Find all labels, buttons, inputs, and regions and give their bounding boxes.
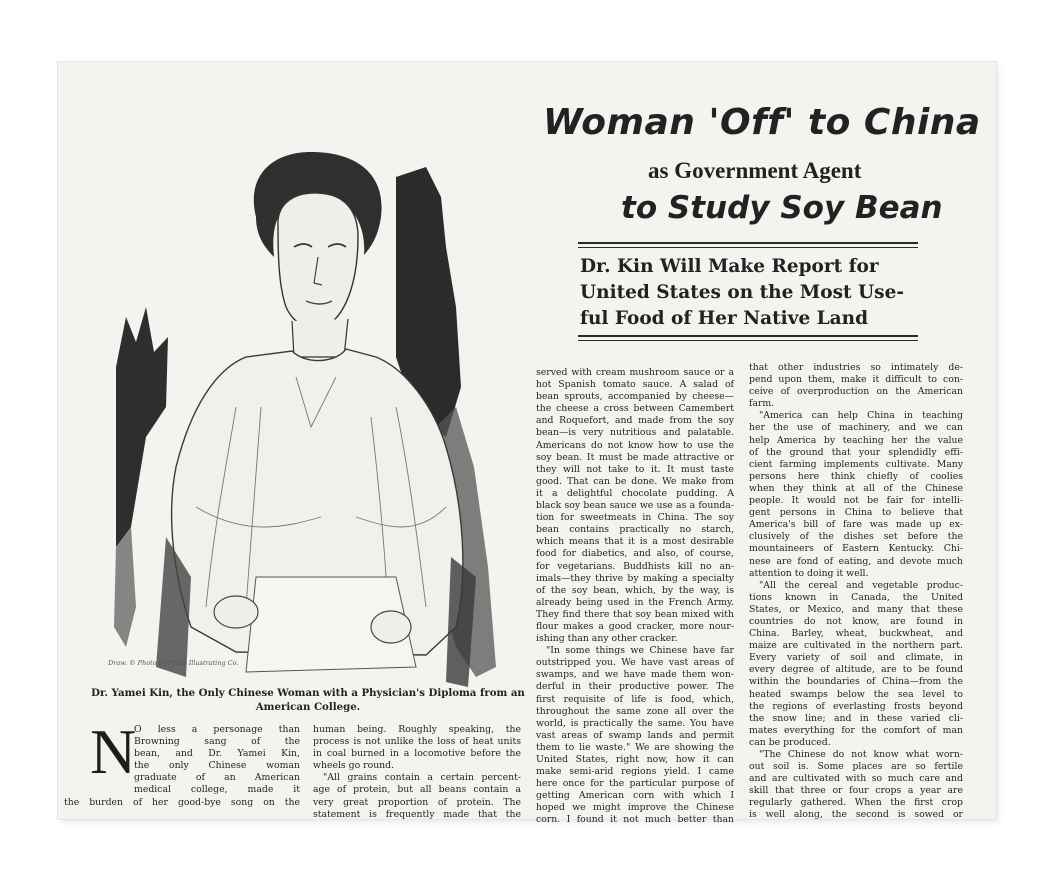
- column-line: medical college, made it: [134, 784, 300, 796]
- column-line: food for diabetics, and also, of course,: [536, 548, 734, 560]
- column-line: already being used in the French Army.: [536, 596, 734, 608]
- column-line: skill that three or four crops a year are: [749, 785, 963, 797]
- column-line: States, or Mexico, and many that these: [749, 603, 963, 615]
- column-line: "In some things we Chinese have far: [546, 645, 734, 657]
- column-line: mountaineers of Eastern Kentucky. Chi-: [749, 543, 963, 555]
- column-line: first requisite of life is food, which,: [536, 693, 734, 705]
- column-line: hot Spanish tomato sauce. A salad of: [536, 379, 734, 391]
- column-line: every degree of altitude, are to be found: [749, 664, 963, 676]
- column-line: in coal burned in a locomotive before the: [313, 748, 521, 760]
- photo-credit: Draw. © Photo by Press Illustrating Co.: [108, 659, 239, 667]
- column-line: Browning sang of the: [134, 736, 300, 748]
- column-line: bean, and Dr. Yamei Kin,: [134, 748, 300, 760]
- caption-line: American College.: [255, 701, 361, 713]
- column-line: mates everything for the comfort of man: [749, 724, 963, 736]
- column-line: very great proportion of protein. The: [313, 796, 521, 808]
- column-line: here once for the particular purpose of: [536, 778, 734, 790]
- column-line: the snow line; and in these varied cli-: [749, 712, 963, 724]
- column-line: soy bean. It must be made attractive or: [536, 451, 734, 463]
- column-line: bean contains practically no starch,: [536, 524, 734, 536]
- deck-line: United States on the Most Use-: [580, 282, 905, 303]
- column-line: outstripped you. We have vast areas of: [536, 657, 734, 669]
- portrait-caption: [88, 686, 528, 714]
- rule-top-thin: [578, 247, 918, 248]
- column-line: tion for sweetmeats in China. The soy: [536, 512, 734, 524]
- column-line: them to lie waste." We are showing the: [536, 741, 734, 753]
- column-line: maize are cultivated in the northern part.: [749, 640, 963, 652]
- column-line: age of protein, but all beans contain a: [313, 784, 521, 796]
- headline-line-3: to Study Soy Bean: [621, 190, 943, 226]
- column-line: it a delightful chocolate pudding. A: [536, 487, 734, 499]
- deck-subheadline: [580, 254, 920, 332]
- article-column-1: [64, 724, 300, 819]
- column-line: heated swamps below the sea level to: [749, 688, 963, 700]
- column-line: imals—they thrive by making a specialty: [536, 572, 734, 584]
- column-line: tions known in Canada, the United: [749, 591, 963, 603]
- column-line: which means that it is a most desirable: [536, 536, 734, 548]
- column-line: bean sprouts, accompanied by cheese—: [536, 391, 734, 403]
- column-line: the burden of her good-bye song on the: [64, 796, 300, 808]
- article-column-2: [313, 724, 521, 819]
- deck-line: Dr. Kin Will Make Report for: [580, 256, 879, 277]
- column-line: Americans do not know how to use the: [536, 439, 734, 451]
- column-line: the only Chinese woman: [134, 760, 300, 772]
- column-line: China. Barley, wheat, buckwheat, and: [749, 628, 963, 640]
- column-line: gent persons in China to believe that: [749, 507, 963, 519]
- column-line: swamps, and we have made them won-: [536, 669, 734, 681]
- column-line: the cheese a cross between Camembert: [536, 403, 734, 415]
- column-line: help America by teaching her the value: [749, 434, 963, 446]
- caption-line: Dr. Yamei Kin, the Only Chinese Woman with a Physician's Diploma from an: [91, 687, 525, 699]
- column-line: wheels go round.: [313, 760, 395, 772]
- rule-bottom-thin: [578, 340, 918, 341]
- column-line: countries do not know, are found in: [749, 615, 963, 627]
- column-line: black soy bean sauce we use as a founda-: [536, 500, 734, 512]
- column-line: the regions of everlasting frosts beyond: [749, 700, 963, 712]
- column-line: out soil is. Some places are so fertile: [749, 761, 963, 773]
- column-line: O less a personage than: [134, 724, 300, 735]
- column-line: flour makes a good cracker, more nour-: [536, 620, 734, 632]
- headline-line-1: Woman 'Off' to China: [543, 102, 981, 143]
- column-line: bean—is very nutritious and palatable.: [536, 427, 734, 439]
- headline-line-2: as Government Agent: [648, 158, 862, 183]
- column-line: pend upon them, make it difficult to con-: [749, 374, 963, 386]
- column-line: "The Chinese do not know what worn-: [759, 749, 963, 760]
- portrait-illustration: [96, 107, 531, 687]
- column-line: regularly gathered. When the first crop: [749, 797, 963, 809]
- column-line: United States, right now, how it can: [536, 754, 734, 765]
- article-column-4: [749, 362, 963, 821]
- column-line: human being. Roughly speaking, the: [313, 724, 521, 735]
- column-line: that other industries so intimately de-: [749, 362, 963, 373]
- column-line: and are cultivated with so much care and: [749, 773, 963, 785]
- column-line: served with cream mushroom sauce or a: [536, 367, 734, 378]
- column-line: and Roquefort, and made from the soy: [536, 415, 734, 427]
- column-line: cient farming implements cultivate. Many: [749, 458, 963, 470]
- column-line: ceive of overproduction on the American: [749, 386, 963, 398]
- column-line: they will not take to it. It must taste: [536, 463, 734, 475]
- column-line: getting American corn with which I: [536, 790, 734, 802]
- column-line: people. It would not be fair for intelli-: [749, 495, 963, 507]
- column-line: good. That can be done. We make from: [536, 475, 734, 487]
- column-line: for vegetarians. Buddhists kill no an-: [536, 560, 734, 572]
- article-column-3: [536, 367, 734, 826]
- column-line: clusively of the dishes set before the: [749, 531, 963, 543]
- column-line: when they think at all of the Chinese: [749, 482, 963, 494]
- column-line: world, is practically the same. You have: [536, 717, 734, 729]
- column-line: her the use of machinery, and we can: [749, 422, 963, 434]
- column-line: is well along, the second is sowed or: [749, 809, 963, 821]
- column-line: throughout the same zone all over the: [536, 705, 734, 717]
- column-line: graduate of an American: [134, 772, 300, 784]
- column-line: "All the cereal and vegetable produc-: [759, 579, 963, 591]
- column-line: "America can help China in teaching: [759, 410, 963, 422]
- column-line: make semi-arid regions yield. I came: [536, 766, 734, 778]
- column-line: within the boundaries of China—from the: [749, 676, 963, 688]
- column-line: can be produced.: [749, 736, 831, 748]
- column-line: They find there that soy bean mixed with: [536, 608, 734, 620]
- column-line: derful in their productive power. The: [536, 681, 734, 693]
- column-line: nese are fond of eating, and devote much: [749, 555, 963, 567]
- column-line: America's bill of fare was made up ex-: [749, 519, 963, 531]
- column-line: of the ground that your splendidly effi-: [749, 446, 963, 458]
- drop-cap: N: [90, 716, 137, 787]
- column-line: of the soy bean, which, by the way, is: [536, 584, 734, 596]
- deck-line: ful Food of Her Native Land: [580, 308, 869, 329]
- column-line: statement is frequently made that the: [313, 808, 521, 820]
- column-line: vast areas of swamp lands and permit: [536, 729, 734, 741]
- column-line: "All grains contain a certain percent-: [323, 772, 521, 784]
- column-line: attention to doing it well.: [749, 567, 869, 579]
- column-line: process is not unlike the loss of heat units: [313, 736, 521, 748]
- newspaper-clipping: [58, 62, 996, 826]
- column-line: persons here think chiefly of coolies: [749, 470, 963, 482]
- column-line: Every variety of soil and climate, in: [749, 652, 963, 664]
- column-line: farm.: [749, 398, 775, 410]
- rule-bottom: [578, 335, 918, 337]
- column-line: hoped we might improve the Chinese: [536, 802, 734, 814]
- column-line: corn. I found it not much better than: [536, 814, 734, 826]
- rule-top: [578, 242, 918, 244]
- column-line: ishing than any other cracker.: [536, 633, 678, 645]
